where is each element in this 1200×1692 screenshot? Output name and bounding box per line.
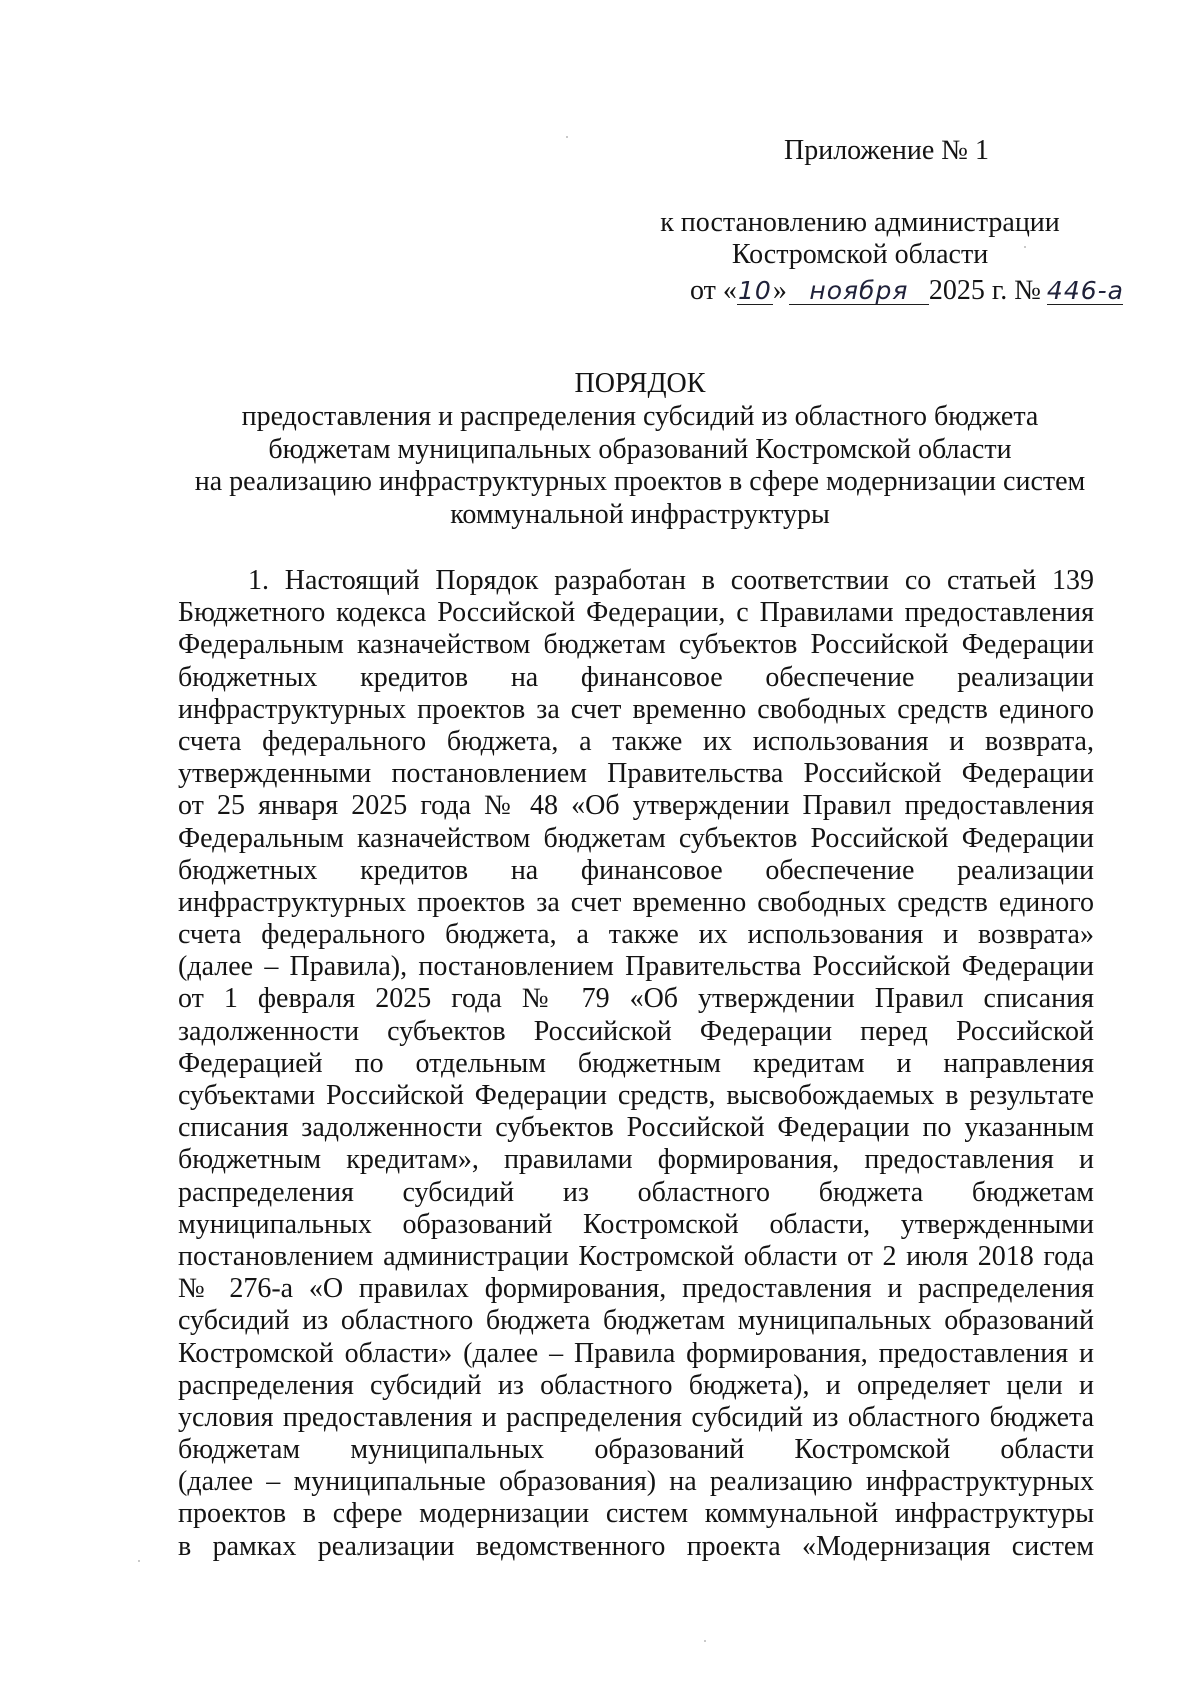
paragraph-line: распределения субсидий из областного бюджета), и определяет цели и — [178, 1369, 1094, 1401]
paragraph-line: списания задолженности субъектов Российской Федерации по указанным — [178, 1112, 1094, 1144]
paragraph-line: Костромской области» (далее – Правила формирования, предоставления и — [178, 1337, 1094, 1369]
subtitle-line: коммунальной инфраструктуры — [450, 498, 830, 530]
paragraph-line: бюджетным кредитам», правилами формирования, предоставления и — [178, 1144, 1094, 1176]
paragraph-line: распределения субсидий из областного бюджета бюджетам — [178, 1176, 1094, 1208]
subtitle-line: бюджетам муниципальных образований Костромской области — [268, 433, 1012, 465]
paragraph-line: № 276-а «О правилах формирования, предоставления и распределения — [178, 1273, 1094, 1305]
paragraph-line: утвержденными постановлением Правительства Российской Федерации — [178, 758, 1094, 790]
paragraph-line: бюджетных кредитов на финансовое обеспечение реализации — [178, 661, 1094, 693]
document-subtitle — [120, 401, 1160, 531]
paragraph-line: Федеральным казначейством бюджетам субъектов Российской Федерации — [178, 629, 1094, 661]
decree-reference — [630, 207, 1090, 271]
decree-line-1: к постановлению администрации — [660, 207, 1060, 238]
date-mid: » — [772, 275, 787, 306]
date-day-handwritten: 10 — [737, 276, 772, 305]
paragraph-line: Федеральным казначейством бюджетам субъектов Российской Федерации — [178, 822, 1094, 854]
paragraph-line: постановлением администрации Костромской области от 2 июля 2018 года — [178, 1240, 1094, 1272]
paragraph-line: субсидий из областного бюджета бюджетам муниципальных образований — [178, 1305, 1094, 1337]
paragraph-line: Бюджетного кодекса Российской Федерации, с Правилами предоставления — [178, 597, 1094, 629]
paragraph-line: бюджетных кредитов на финансовое обеспечение реализации — [178, 854, 1094, 886]
date-prefix: от « — [690, 275, 737, 306]
paragraph-line: от 1 февраля 2025 года № 79 «Об утверждении Правил списания — [178, 983, 1094, 1015]
decree-line-2: Костромской области — [731, 239, 989, 270]
subtitle-line: на реализацию инфраструктурных проектов в сфере модернизации систем — [194, 466, 1086, 497]
paragraph-line: инфраструктурных проектов за счет временно свободных средств единого — [178, 886, 1094, 918]
paragraph-line: Федерацией по отдельным бюджетным кредитам и направления — [178, 1047, 1094, 1079]
paragraph-line: условия предоставления и распределения субсидий из областного бюджета — [178, 1401, 1094, 1433]
scan-speck — [138, 1560, 140, 1562]
paragraph-line: (далее – муниципальные образования) на реализацию инфраструктурных — [178, 1466, 1094, 1498]
scan-speck — [566, 136, 568, 138]
paragraph-line: муниципальных образований Костромской области, утвержденными — [178, 1208, 1094, 1240]
date-year: 2025 г. № — [928, 275, 1041, 306]
decree-number-handwritten: 446-а — [1046, 276, 1124, 305]
paragraph-line: в рамках реализации ведомственного проекта «Модернизация систем — [178, 1530, 1094, 1562]
scan-speck — [704, 1640, 706, 1642]
paragraph-line: субъектами Российской Федерации средств, высвобождаемых в результате — [178, 1080, 1094, 1111]
date-month-handwritten: ноября — [789, 278, 929, 305]
document-title: ПОРЯДОК — [574, 368, 706, 399]
paragraph-line: счета федерального бюджета, а также их использования и возврата» — [178, 919, 1094, 951]
subtitle-line: предоставления и распределения субсидий из областного бюджета — [241, 401, 1039, 432]
paragraph-line: проектов в сфере модернизации систем коммунальной инфраструктуры — [178, 1498, 1094, 1530]
paragraph-line: счета федерального бюджета, а также их использования и возврата, — [178, 725, 1094, 757]
paragraph-line: (далее – Правила), постановлением Правительства Российской Федерации — [178, 951, 1094, 983]
paragraph-line: 1. Настоящий Порядок разработан в соответствии со статьей 139 — [248, 565, 1094, 596]
paragraph-1 — [178, 565, 1094, 1563]
paragraph-line: от 25 января 2025 года № 48 «Об утверждении Правил предоставления — [178, 790, 1094, 822]
scan-speck — [1024, 246, 1026, 248]
paragraph-line: бюджетам муниципальных образований Костромской области — [178, 1434, 1094, 1466]
paragraph-line: инфраструктурных проектов за счет временно свободных средств единого — [178, 693, 1094, 725]
decree-date-line — [690, 274, 1123, 308]
appendix-label: Приложение № 1 — [784, 135, 989, 166]
paragraph-line: задолженности субъектов Российской Федерации перед Российской — [178, 1015, 1094, 1047]
